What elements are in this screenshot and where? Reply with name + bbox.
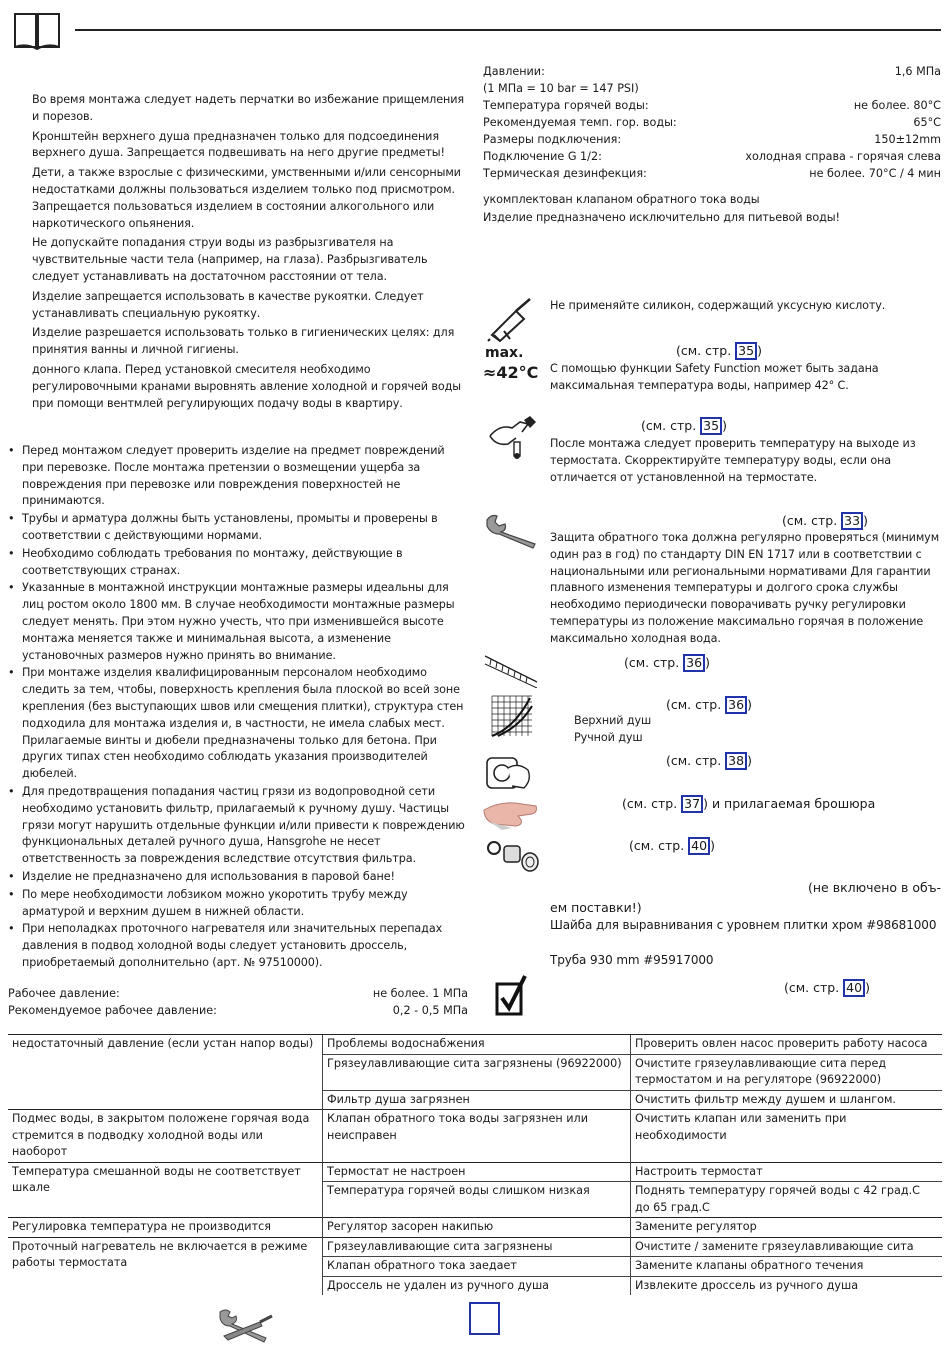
checkmark-icon	[494, 974, 528, 1018]
safety-paragraph: Кронштейн верхнего душа предназначен только для подсоединения верхнего душа. Запрещается подвешивать на него другие предметы!	[32, 129, 445, 160]
ref-suffix: )	[710, 838, 715, 853]
list-item: • Изделие не предназначено для использования в паровой бане!	[8, 869, 468, 886]
spec-label: Подключение G 1/2:	[483, 150, 602, 163]
spec-label: (1 МПа = 10 bar = 147 PSI)	[483, 82, 639, 95]
ref-suffix: )	[863, 513, 868, 528]
ref-suffix: )	[757, 343, 762, 358]
spec-label: Термическая дезинфекция:	[483, 167, 647, 180]
spare-parts-icon	[484, 834, 542, 874]
page-ref-link[interactable]: 37	[681, 795, 703, 813]
brochure-note: и прилагаемая брошюра	[707, 796, 876, 811]
ref-suffix: )	[747, 753, 752, 768]
table-row	[8, 1110, 942, 1163]
safety-paragraph: донного клапа. Перед установкой смесителя необходимо регулировочными кранами выровнять авление холодной и горячей воды при помощи вентмлей регулирующих подачу воды в квартиру.	[32, 362, 462, 410]
page-ref	[622, 795, 875, 813]
ref-suffix: )	[705, 655, 710, 670]
fix-cell: Очистить фильтр между душем и шлангом.	[631, 1090, 943, 1110]
table-row	[8, 1218, 942, 1238]
cause-cell: Грязеулавливающие сита загрязнены (96922000)	[323, 1054, 631, 1090]
list-item: • При монтаже изделия квалифицированным персоналом необходимо следить за тем, чтобы, поверхность крепления была плоской во всей зоне крепления (без выступающих швов или смещения плитки), структура стен подходила для монтажа изделия и, в частности, не имела слабых мест. Прилагаемые винты и дюбели предназначены только для бетона. При других типах стен необходимо соблюдать указания производителей дюбелей.	[8, 665, 468, 783]
cause-cell: Дроссель не удален из ручного душа	[323, 1276, 631, 1295]
ref-suffix: )	[865, 980, 870, 995]
header-rule	[75, 29, 941, 31]
ref-prefix: (см. стр.	[622, 796, 682, 811]
fix-cell: Проверить овлен насос проверить работу насоса	[631, 1035, 943, 1055]
flow-legend	[574, 713, 651, 747]
install-notes-list	[8, 443, 468, 973]
fix-cell: Замените регулятор	[631, 1218, 943, 1238]
problem-cell: Регулировка температура не производится	[8, 1218, 323, 1238]
max-temp-icon	[483, 344, 538, 382]
max-temp-label: ≈42°C	[483, 363, 539, 382]
ref-prefix: (см. стр.	[624, 655, 684, 670]
problem-cell: Подмес воды, в закрытом положене горячая вода стремится в подводку холодной воды или наоборот	[8, 1110, 323, 1163]
spec-label: Рабочее давление:	[8, 987, 120, 1000]
page-ref-link[interactable]: 40	[843, 979, 865, 997]
ref-suffix: )	[747, 697, 752, 712]
cleaning-hand-icon	[482, 796, 540, 830]
accessory-item: Шайба для выравнивания с уровнем плитки хром #98681000	[550, 918, 937, 932]
legend-item: Верхний душ	[574, 714, 652, 727]
ref-prefix: (см. стр.	[641, 418, 701, 433]
dimensions-icon	[483, 652, 539, 688]
safety-paragraph: Во время монтажа следует надеть перчатки во избежание прищемления и порезов.	[32, 93, 465, 123]
note: Изделие предназначено исключительно для питьевой воды!	[483, 210, 840, 224]
page-ref-link[interactable]: 40	[688, 837, 710, 855]
troubleshooting-table	[8, 1034, 942, 1295]
safety-paragraph: Изделие разрешается использовать только в гигиенических целях: для принятия ванны и личной гигиены.	[32, 326, 455, 357]
control-knob-icon	[484, 750, 534, 792]
list-item: • При неполадках проточного нагревателя или значительных перепадах давления в подвод холодной воды следует установить дроссель, приобретаемый дополнительно (арт. № 97510000).	[8, 921, 468, 971]
delivery-scope-note: ем поставки!)	[550, 900, 642, 915]
ref-suffix: )	[722, 418, 727, 433]
page-ref-link[interactable]: 36	[683, 654, 705, 672]
list-item: • Необходимо соблюдать требования по монтажу, действующие в соответствующих странах.	[8, 546, 468, 580]
spec-value: 150±12mm	[874, 133, 941, 146]
technical-specs	[483, 63, 941, 182]
page-ref	[676, 342, 762, 360]
not-included-note: (не включено в объ-	[808, 880, 942, 895]
page-ref-link[interactable]: 33	[841, 512, 863, 530]
cause-cell: Термостат не настроен	[323, 1162, 631, 1182]
spec-value: не более. 80°C	[853, 99, 941, 112]
flow-chart-icon	[490, 694, 534, 738]
list-item: • По мере необходимости лобзиком можно укоротить трубу между арматурой и верхним душем в нижней области.	[8, 887, 468, 921]
ref-prefix: (см. стр.	[676, 343, 736, 358]
page-ref	[629, 837, 715, 855]
ref-prefix: (см. стр.	[666, 753, 726, 768]
fix-cell: Настроить термостат	[631, 1162, 943, 1182]
page-ref	[784, 979, 870, 997]
spec-notes	[483, 192, 941, 227]
table-row	[8, 1035, 942, 1055]
problem-cell: недостаточный давление (если устан напор воды)	[8, 1035, 323, 1110]
list-item: • Указанные в монтажной инструкции монтажные размеры идеальны для лиц ростом около 1800 мм. В случае необходимости монтажные размеры следует менять. При этом нужно учесть, что при изменившейся высоте монтажа меняется также и минимальная высота, а изменение установочных размеров нужно принять во внимание.	[8, 580, 468, 664]
fix-cell: Очистить клапан или заменить при необходимости	[631, 1110, 943, 1163]
temperature-check-text: После монтажа следует проверить температуру на выходе из термостата. Скорректируйте температуру воды, если она отличается от установленной на термостате.	[550, 437, 916, 484]
page-number-box	[469, 1302, 500, 1335]
page-ref	[624, 654, 710, 672]
cause-cell: Грязеулавливающие сита загрязнены	[323, 1237, 631, 1257]
spec-label: Рекомендуемая темп. гор. воды:	[483, 116, 677, 129]
fix-cell: Очистите / замените грязеулавливающие сита	[631, 1237, 943, 1257]
page-ref	[666, 752, 752, 770]
ref-prefix: (см. стр.	[629, 838, 689, 853]
list-item: • Перед монтажом следует проверить изделие на предмет повреждений при перевозке. После монтажа претензии о возмещении ущерба за повреждения при перевозке или повреждения поверхностей не принимаются.	[8, 443, 468, 510]
page-ref-link[interactable]: 35	[735, 342, 757, 360]
ref-prefix: (см. стр.	[782, 513, 842, 528]
safety-text	[32, 92, 468, 415]
silicone-warning: Не применяйте силикон, содержащий уксусную кислоту.	[550, 299, 886, 312]
wrench-icon	[483, 512, 541, 550]
spec-label: Рекомендуемое рабочее давление:	[8, 1004, 217, 1017]
max-label: max.	[485, 345, 524, 361]
page-ref-link[interactable]: 36	[725, 696, 747, 714]
list-item: • Для предотвращения попадания частиц грязи из водопроводной сети необходимо установить фильтр, прилагаемый к ручному душу. Частицы грязи могут нарушить отдельные функции и/или привести к повреждению функциональных деталей ручного душа, Hansgrohe не несет ответственность за повреждения вследствие отсутствия фильтра.	[8, 784, 468, 868]
spec-label: Температура горячей воды:	[483, 99, 649, 112]
spec-label: Размеры подключения:	[483, 133, 622, 146]
service-text: Защита обратного тока должна регулярно проверяться (минимум один раз в год) по стандарту DIN EN 1717 или в соответствии с национальными или региональными нормативами Для гарантии плавного изменения температуры и долгого срока службы необходимо периодически поворачивать ручку регулировки температуры из положение максимально горячая в положение максимально холодная вода.	[550, 531, 940, 645]
page-ref-link[interactable]: 35	[700, 417, 722, 435]
safety-paragraph: Не допускайте попадания струи воды из разбрызгивателя на чувствительные части тела (например, на глаза). Разбрызгиватель следует устанавливать на достаточном расстоянии от тела.	[32, 236, 428, 283]
thermometer-hand-icon	[486, 414, 538, 460]
spec-value: 1,6 МПа	[894, 65, 941, 78]
table-row	[8, 1237, 942, 1257]
fix-cell: Извлеките дроссель из ручного душа	[631, 1276, 943, 1295]
ref-prefix: (см. стр.	[666, 697, 726, 712]
legend-item: Ручной душ	[574, 730, 643, 744]
spec-value: не более. 70°C / 4 мин	[809, 167, 941, 180]
cause-cell: Клапан обратного тока заедает	[323, 1257, 631, 1277]
safety-paragraph: Изделие запрещается использовать в качестве рукоятки. Следует устанавливать специальную рукоятку.	[32, 289, 424, 320]
spec-value: холодная справа - горячая слева	[745, 150, 941, 163]
problem-cell: Проточный нагреватель не включается в режиме работы термостата	[8, 1237, 323, 1295]
safety-function-text: С помощью функции Safety Function может быть задана максимальная температура воды, например 42° C.	[550, 362, 879, 392]
list-item: • Трубы и арматура должны быть установлены, промыты и проверены в соответствии с действующими нормами.	[8, 511, 468, 545]
spec-value: не более. 1 МПа	[372, 987, 468, 1000]
table-row	[8, 1162, 942, 1182]
fix-cell: Замените клапаны обратного течения	[631, 1257, 943, 1277]
cause-cell: Фильтр душа загрязнен	[323, 1090, 631, 1110]
silicone-gun-icon	[486, 295, 536, 343]
safety-paragraph: Дети, а также взрослые с физическими, умственными и/или сенсорными недостатками должны пользоваться изделием только под присмотром. Запрещается пользоваться изделием в состоянии алкогольного или наркотического опьянения.	[32, 166, 461, 230]
page-ref	[641, 417, 727, 435]
fix-cell: Очистите грязеулавливающие сита перед термостатом и на регуляторе (96922000)	[631, 1054, 943, 1090]
page-ref	[782, 512, 868, 530]
book-icon	[12, 10, 62, 50]
pressure-specs	[8, 985, 468, 1019]
cause-cell: Проблемы водоснабжения	[323, 1035, 631, 1055]
ref-prefix: (см. стр.	[784, 980, 844, 995]
problem-cell: Температура смешанной воды не соответствует шкале	[8, 1162, 323, 1218]
page-ref-link[interactable]: 38	[725, 752, 747, 770]
ref-suffix: )	[703, 796, 708, 811]
page-ref	[666, 696, 752, 714]
spec-label: Давлении:	[483, 65, 545, 78]
tools-icon	[216, 1306, 276, 1346]
cause-cell: Клапан обратного тока воды загрязнен или неисправен	[323, 1110, 631, 1163]
spec-value: 65°C	[913, 116, 941, 129]
accessory-item: Труба 930 mm #95917000	[550, 953, 714, 967]
cause-cell: Регулятор засорен накипью	[323, 1218, 631, 1238]
cause-cell: Температура горячей воды слишком низкая	[323, 1182, 631, 1218]
spec-value: 0,2 - 0,5 МПа	[392, 1004, 468, 1017]
note: укомплектован клапаном обратного тока воды	[483, 193, 760, 206]
fix-cell: Поднять температуру горячей воды с 42 град.С до 65 град.С	[631, 1182, 943, 1218]
